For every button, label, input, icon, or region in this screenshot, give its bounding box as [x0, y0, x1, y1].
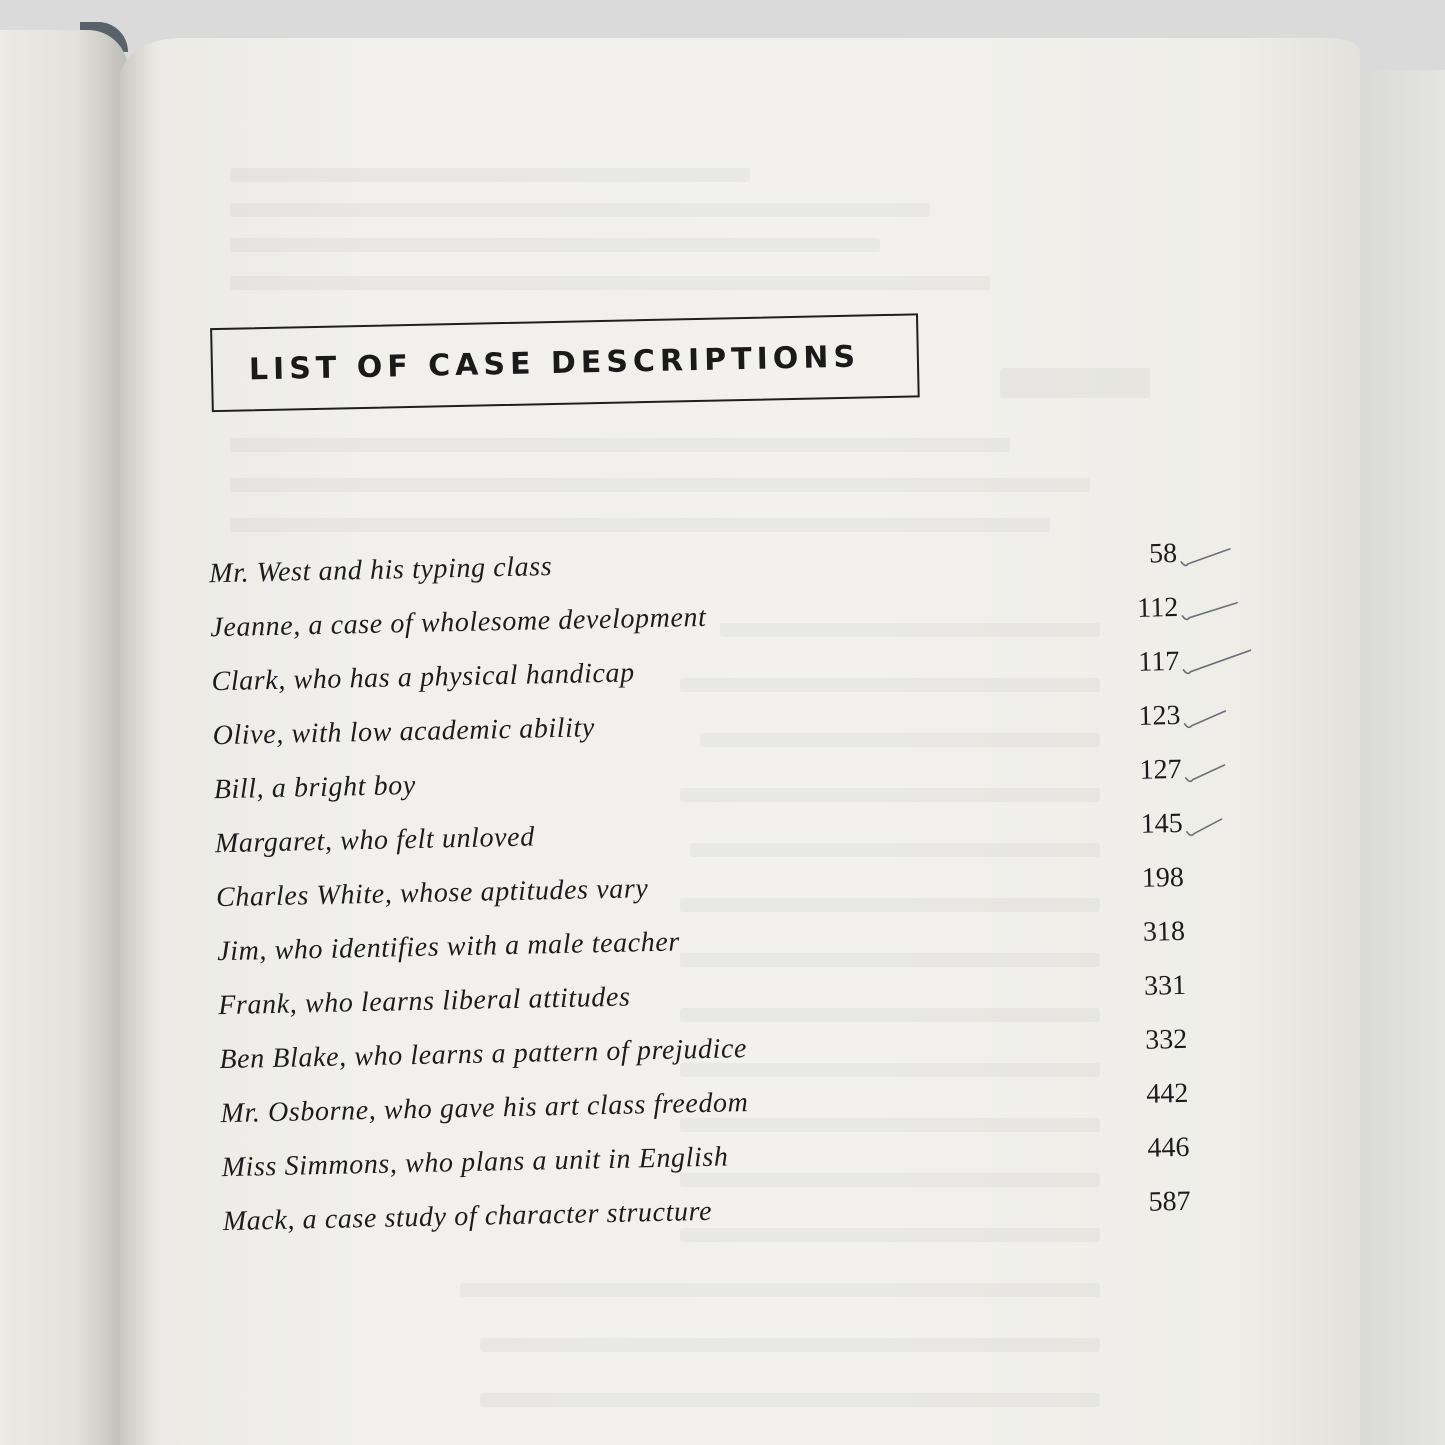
case-entry: [213, 754, 1182, 814]
case-entry: [215, 808, 1184, 868]
page-number: 318: [1142, 915, 1186, 948]
page-number: 117: [1138, 645, 1180, 678]
pencil-check-icon: [1180, 590, 1251, 631]
heading-box: [210, 313, 920, 412]
case-entry: [220, 1078, 1189, 1138]
pencil-check-icon: [1184, 806, 1255, 847]
case-title: Mr. West and his typing class: [208, 551, 553, 590]
page-number: 331: [1143, 969, 1187, 1002]
page-number: 58: [1148, 537, 1178, 570]
pencil-check-icon: [1179, 536, 1250, 577]
case-title: Clark, who has a physical handicap: [211, 657, 636, 698]
page-number: 198: [1141, 861, 1185, 894]
case-entry: [221, 1132, 1190, 1192]
case-title: Miss Simmons, who plans a unit in English: [221, 1141, 729, 1184]
case-title: Jeanne, a case of wholesome development: [210, 601, 707, 644]
case-entry: [210, 592, 1179, 652]
pencil-check-icon: [1181, 644, 1252, 685]
page-number: 123: [1138, 699, 1181, 732]
case-title: Margaret, who felt unloved: [214, 821, 536, 860]
case-title: Olive, with low academic ability: [212, 712, 596, 752]
page-number: 446: [1147, 1131, 1190, 1164]
case-title: Mack, a case study of character structure: [222, 1195, 713, 1238]
case-entry: [209, 538, 1178, 598]
pencil-check-icon: [1182, 698, 1253, 739]
case-entry: [219, 1024, 1188, 1084]
case-entry: [217, 916, 1186, 976]
page-number: 332: [1144, 1023, 1188, 1056]
page-number: 587: [1148, 1185, 1191, 1218]
case-entry: [216, 862, 1185, 922]
case-title: Jim, who identifies with a male teacher: [216, 926, 681, 968]
page-number: 127: [1139, 753, 1182, 786]
case-entry: [211, 646, 1180, 706]
case-entry: [218, 970, 1187, 1030]
case-entry: [222, 1186, 1191, 1246]
case-title: Ben Blake, who learns a pattern of prejudice: [219, 1033, 748, 1076]
case-title: Bill, a bright boy: [213, 769, 417, 806]
case-title: Frank, who learns liberal attitudes: [217, 981, 631, 1022]
case-entry: [212, 700, 1181, 760]
case-title: Mr. Osborne, who gave his art class freedom: [220, 1087, 749, 1130]
pencil-check-icon: [1183, 752, 1254, 793]
page-number: 442: [1146, 1077, 1189, 1110]
case-title: Charles White, whose aptitudes vary: [215, 873, 649, 914]
page-number: 145: [1140, 807, 1184, 840]
page-number: 112: [1136, 591, 1179, 624]
page-title: LIST OF CASE DESCRIPTIONS: [248, 339, 861, 387]
